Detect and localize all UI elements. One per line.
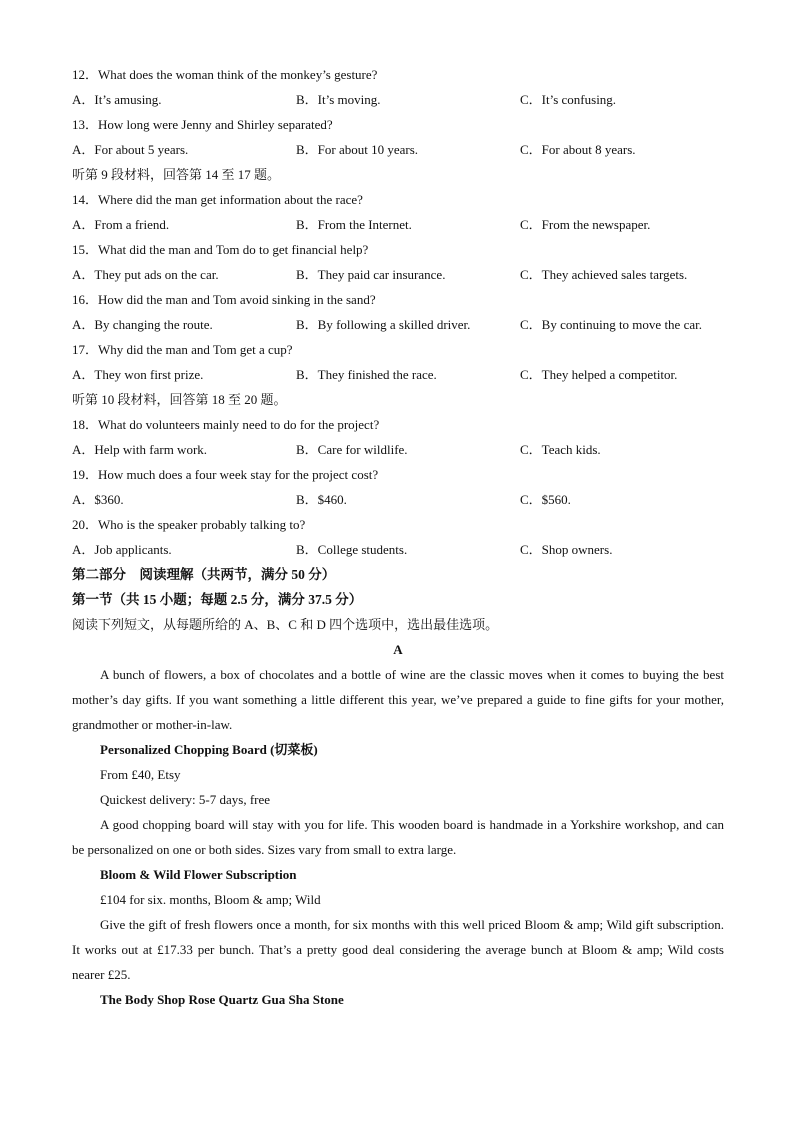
option-a: A．For about 5 years. — [72, 142, 189, 157]
question-12: 12．What does the woman think of the monkey’s gesture? — [72, 67, 378, 82]
instruction: 阅读下列短文，从每题所给的 A、B、C 和 D 四个选项中，选出最佳选项。 — [72, 617, 499, 632]
item-description: Give the gift of fresh flowers once a month, for six months with this well priced Bloom & amp; Wild gift subscription. It works out at £17.33 per bunch. That’s a pretty good deal considering the average bunch at Bloom & amp; Wild costs nearer £25. — [72, 917, 724, 982]
question-15-options — [72, 262, 724, 287]
item-delivery: Quickest delivery: 5-7 days, free — [100, 792, 271, 807]
option-a: A．By changing the route. — [72, 317, 213, 332]
passage-intro: A bunch of flowers, a box of chocolates and a bottle of wine are the classic moves when it comes to buying the best mother’s day gifts. If you want something a little different this year, we’ve prepared a guide to fine gifts for your mother, grandmother or mother-in-law. — [72, 667, 724, 732]
option-b: B．From the Internet. — [296, 217, 412, 232]
item-price: From £40, Etsy — [100, 767, 181, 782]
option-a: A．It’s amusing. — [72, 92, 162, 107]
option-a: A．Job applicants. — [72, 542, 172, 557]
section-title: 第一节（共 15 小题；每题 2.5 分，满分 37.5 分） — [72, 592, 363, 607]
question-12-options — [72, 87, 724, 112]
option-b: B．They finished the race. — [296, 367, 437, 382]
option-b: B．By following a skilled driver. — [296, 317, 471, 332]
option-c: C．For about 8 years. — [520, 142, 636, 157]
option-a: A．$360. — [72, 492, 124, 507]
question-18-options — [72, 437, 724, 462]
section-note-9: 听第 9 段材料，回答第 14 至 17 题。 — [72, 167, 281, 182]
item-title: Personalized Chopping Board (切菜板) — [100, 742, 318, 757]
option-c: C．By continuing to move the car. — [520, 317, 702, 332]
part-title: 第二部分 阅读理解（共两节，满分 50 分） — [72, 567, 336, 582]
option-c: C．From the newspaper. — [520, 217, 651, 232]
exam-page — [72, 62, 724, 1012]
option-a: A．They put ads on the car. — [72, 267, 219, 282]
option-a: A．Help with farm work. — [72, 442, 208, 457]
question-19-options — [72, 487, 724, 512]
question-13: 13．How long were Jenny and Shirley separated? — [72, 117, 333, 132]
option-b: B．College students. — [296, 542, 408, 557]
option-c: C．They helped a competitor. — [520, 367, 678, 382]
question-16: 16．How did the man and Tom avoid sinking in the sand? — [72, 292, 376, 307]
question-19: 19．How much does a four week stay for the project cost? — [72, 467, 379, 482]
item-price: £104 for six. months, Bloom & amp; Wild — [100, 892, 321, 907]
question-14-options — [72, 212, 724, 237]
item-description: A good chopping board will stay with you for life. This wooden board is handmade in a Yorkshire workshop, and can be personalized on one or both sides. Sizes vary from small to extra large. — [72, 817, 724, 857]
question-15: 15．What did the man and Tom do to get financial help? — [72, 242, 369, 257]
passage-label: A — [393, 642, 403, 657]
option-b: B．Care for wildlife. — [296, 442, 408, 457]
option-b: B．For about 10 years. — [296, 142, 419, 157]
option-c: C．$560. — [520, 492, 571, 507]
option-b: B．$460. — [296, 492, 347, 507]
question-13-options — [72, 137, 724, 162]
option-b: B．It’s moving. — [296, 92, 381, 107]
option-c: C．Teach kids. — [520, 442, 601, 457]
question-17-options — [72, 362, 724, 387]
item-title: Bloom & Wild Flower Subscription — [100, 867, 297, 882]
section-note-10: 听第 10 段材料，回答第 18 至 20 题。 — [72, 392, 287, 407]
question-20-options — [72, 537, 724, 562]
question-14: 14．Where did the man get information about the race? — [72, 192, 363, 207]
option-a: A．They won first prize. — [72, 367, 204, 382]
question-17: 17．Why did the man and Tom get a cup? — [72, 342, 293, 357]
question-18: 18．What do volunteers mainly need to do for the project? — [72, 417, 380, 432]
option-a: A．From a friend. — [72, 217, 170, 232]
question-16-options — [72, 312, 724, 337]
option-c: C．It’s confusing. — [520, 92, 617, 107]
question-20: 20．Who is the speaker probably talking to? — [72, 517, 306, 532]
item-title: The Body Shop Rose Quartz Gua Sha Stone — [100, 992, 344, 1007]
option-b: B．They paid car insurance. — [296, 267, 446, 282]
option-c: C．Shop owners. — [520, 542, 613, 557]
option-c: C．They achieved sales targets. — [520, 267, 688, 282]
